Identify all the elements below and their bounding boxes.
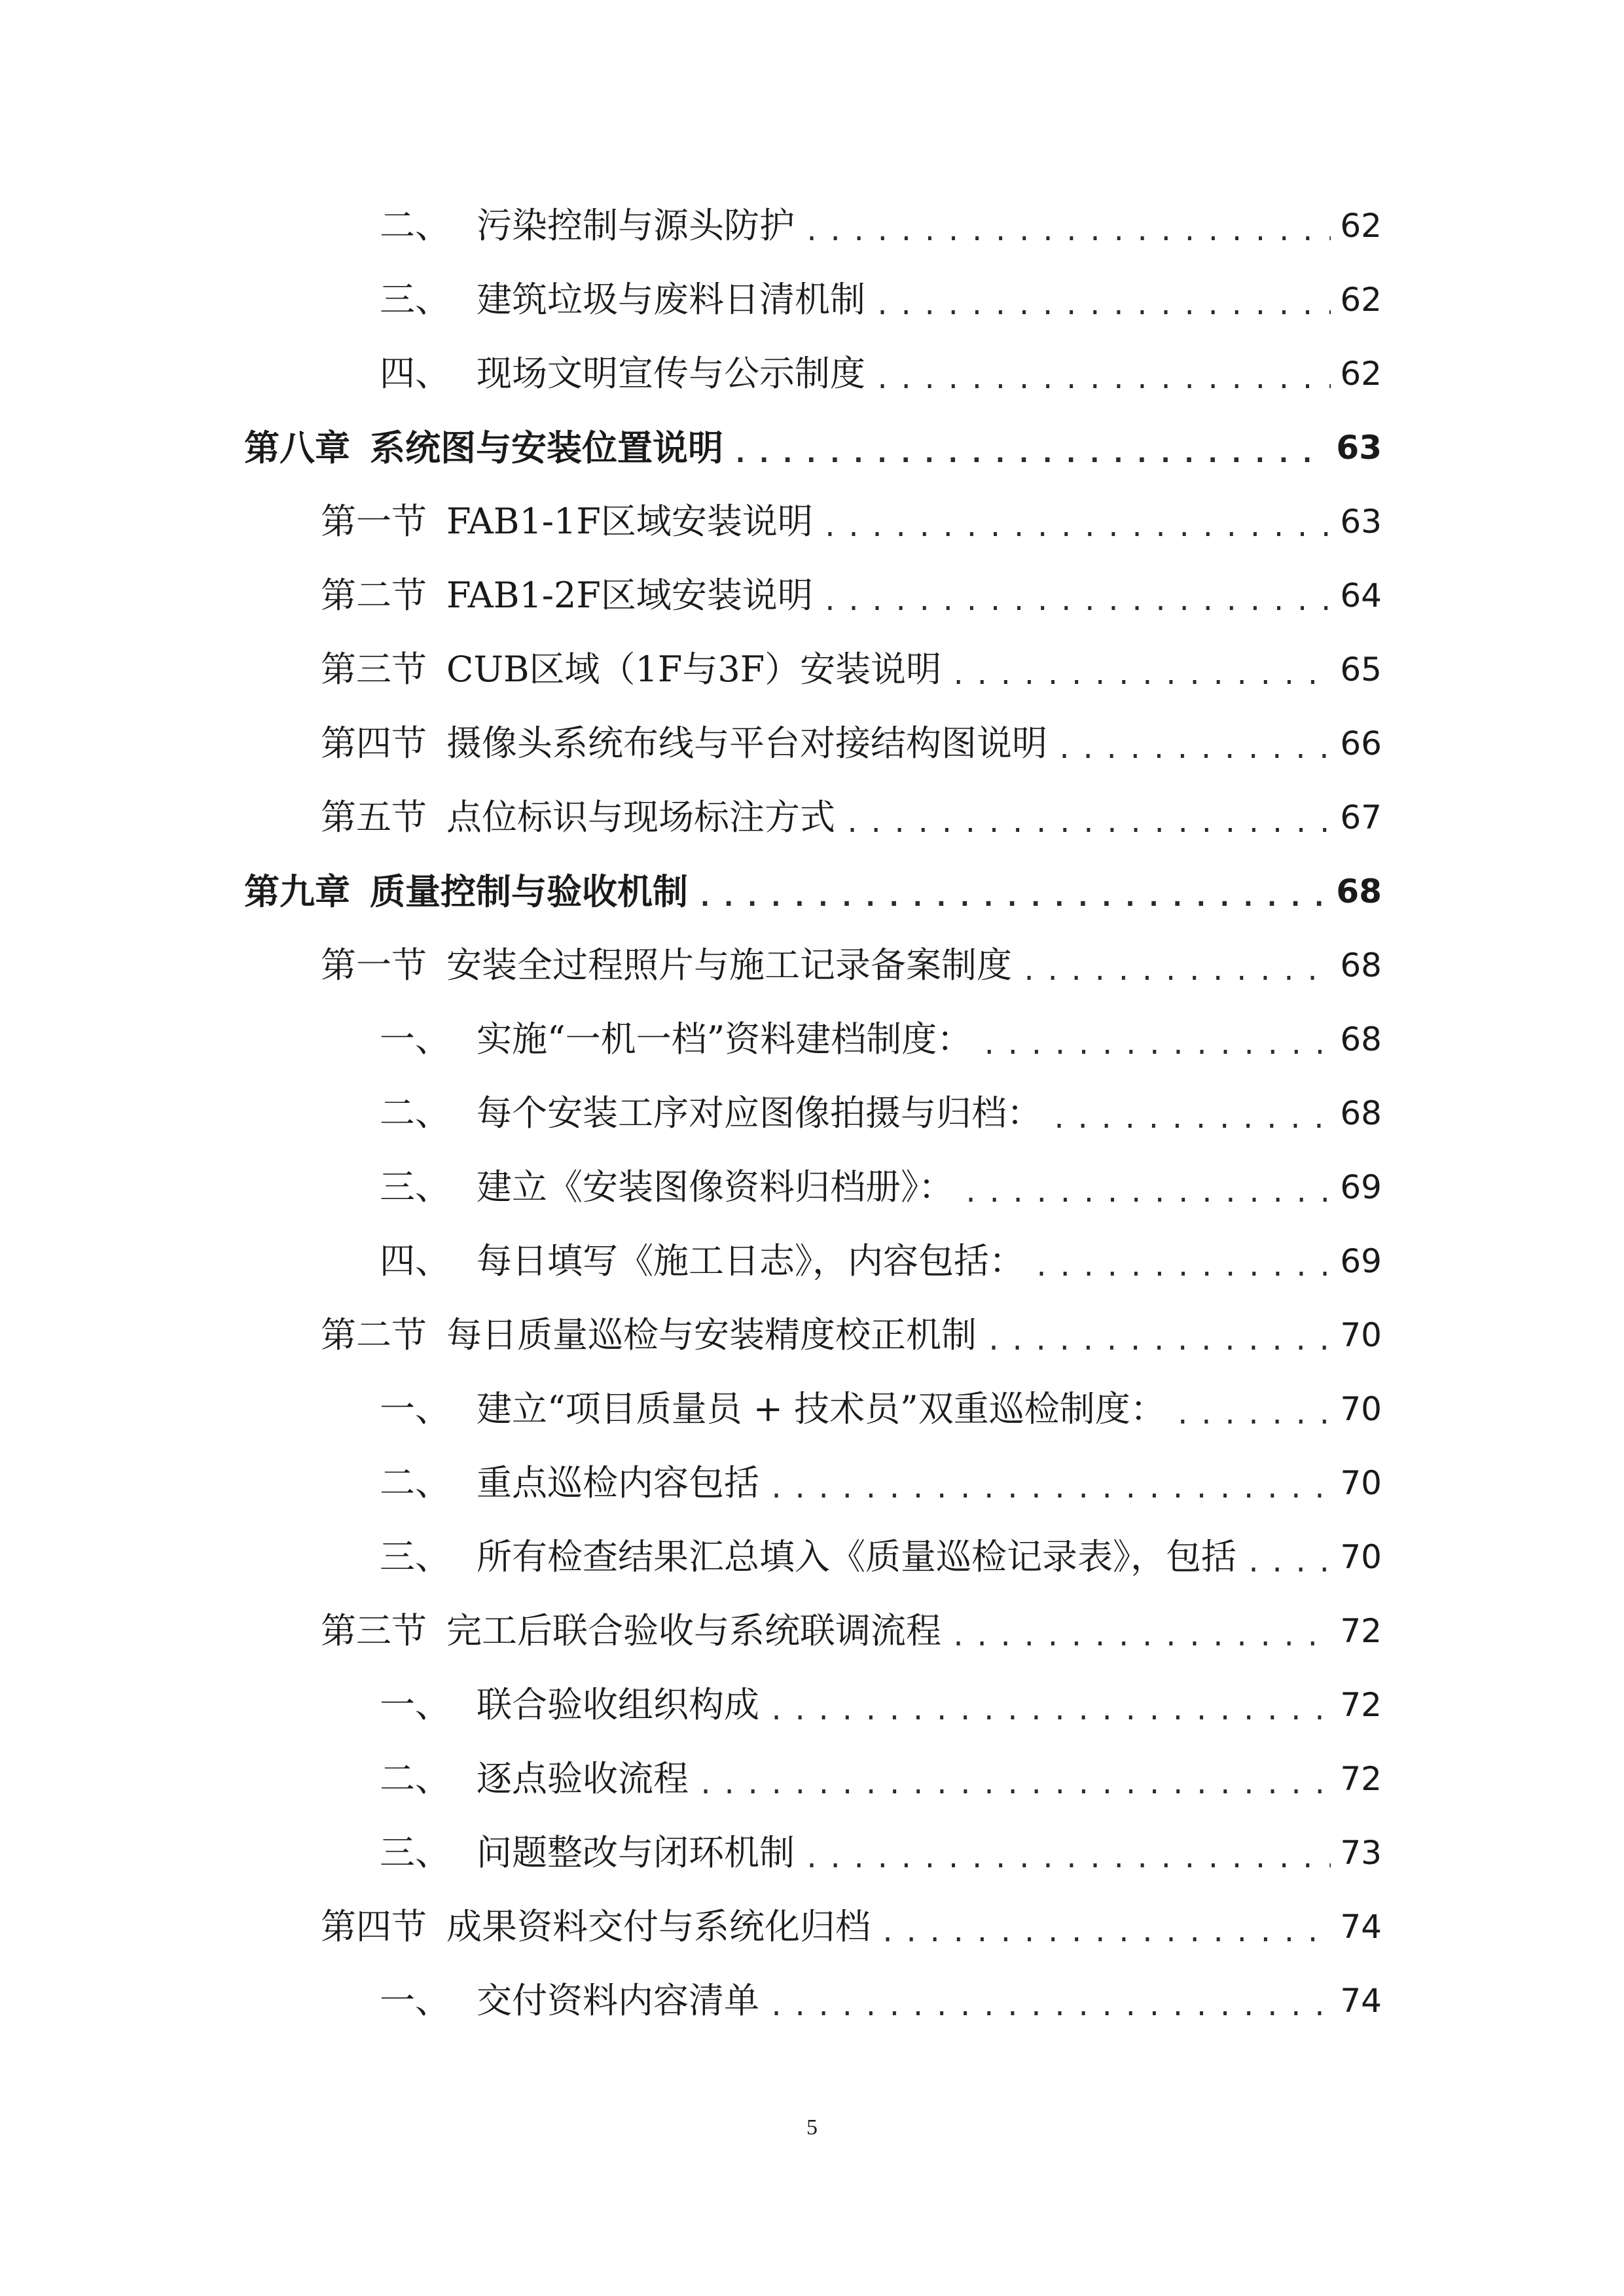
toc-entry[interactable] bbox=[380, 1081, 1382, 1139]
toc-entry-page: 72 bbox=[1340, 1686, 1382, 1724]
toc-entry-title: 每日质量巡检与安装精度校正机制 bbox=[446, 1314, 977, 1355]
toc-entry-page: 67 bbox=[1340, 798, 1382, 836]
toc-entry[interactable] bbox=[380, 1450, 1382, 1509]
toc-entry-number: 第一节 bbox=[321, 501, 427, 542]
toc-section-entry[interactable] bbox=[321, 1302, 1382, 1361]
toc-entry-page: 65 bbox=[1340, 651, 1382, 689]
toc-dot-leader bbox=[822, 507, 1331, 548]
toc-dot-leader bbox=[981, 1025, 1331, 1066]
toc-entry-page: 69 bbox=[1340, 1242, 1382, 1280]
toc-entry-page: 63 bbox=[1336, 429, 1382, 467]
toc-entry-number: 三、 bbox=[380, 279, 450, 320]
toc-entry-number: 第三节 bbox=[321, 649, 427, 690]
toc-dot-leader bbox=[844, 803, 1331, 844]
toc-entry[interactable] bbox=[380, 1376, 1382, 1435]
toc-entry-page: 66 bbox=[1340, 725, 1382, 762]
toc-entry-page: 73 bbox=[1340, 1834, 1382, 1872]
toc-entry-title: 现场文明宣传与公示制度 bbox=[477, 353, 865, 394]
toc-section-entry[interactable] bbox=[321, 1894, 1382, 1953]
toc-entry-page: 74 bbox=[1340, 1982, 1382, 2020]
toc-entry-page: 68 bbox=[1340, 1020, 1382, 1058]
toc-entry[interactable] bbox=[380, 267, 1382, 326]
toc-entry-page: 70 bbox=[1340, 1538, 1382, 1576]
toc-entry-number: 四、 bbox=[380, 1240, 450, 1282]
toc-entry[interactable] bbox=[380, 1746, 1382, 1805]
toc-section-entry[interactable] bbox=[321, 489, 1382, 548]
toc-entry-number: 第四节 bbox=[321, 723, 427, 764]
toc-entry-number: 二、 bbox=[380, 1758, 450, 1799]
toc-dot-leader bbox=[986, 1321, 1331, 1361]
toc-entry-title: FAB1-2F区域安装说明 bbox=[446, 575, 813, 616]
toc-entry-number: 第五节 bbox=[321, 797, 427, 838]
toc-entry[interactable] bbox=[380, 1155, 1382, 1213]
toc-entry-number: 第三节 bbox=[321, 1610, 427, 1651]
toc-dot-leader bbox=[875, 359, 1331, 400]
toc-entry-title: 交付资料内容清单 bbox=[477, 1980, 759, 2021]
toc-entry-title: FAB1-1F区域安装说明 bbox=[446, 501, 813, 542]
toc-entry-title: 建筑垃圾与废料日清机制 bbox=[477, 279, 865, 320]
toc-dot-leader bbox=[875, 285, 1331, 326]
toc-entry-page: 62 bbox=[1340, 355, 1382, 393]
toc-entry-title: 点位标识与现场标注方式 bbox=[446, 797, 835, 838]
toc-entry-number: 二、 bbox=[380, 1462, 450, 1503]
toc-entry-title: 每日填写《施工日志》，内容包括： bbox=[477, 1240, 1024, 1282]
toc-entry-number: 第一节 bbox=[321, 944, 427, 986]
toc-entry-title: 系统图与安装位置说明 bbox=[370, 427, 723, 469]
toc-section-entry[interactable] bbox=[321, 563, 1382, 622]
toc-dot-leader bbox=[1021, 951, 1331, 992]
toc-entry-title: 重点巡检内容包括 bbox=[477, 1462, 759, 1503]
toc-entry[interactable] bbox=[380, 1968, 1382, 2027]
toc-entry-page: 72 bbox=[1340, 1760, 1382, 1798]
toc-entry[interactable] bbox=[380, 1229, 1382, 1287]
toc-entry-title: 实施“一机一档”资料建档制度： bbox=[477, 1018, 973, 1060]
toc-entry-page: 70 bbox=[1340, 1464, 1382, 1502]
toc-entry-page: 72 bbox=[1340, 1612, 1382, 1650]
toc-dot-leader bbox=[1056, 729, 1331, 770]
toc-entry-title: CUB区域（1F与3F）安装说明 bbox=[446, 649, 942, 690]
toc-dot-leader bbox=[804, 211, 1331, 252]
toc-entry-page: 63 bbox=[1340, 503, 1382, 541]
toc-entry[interactable] bbox=[380, 1007, 1382, 1066]
toc-entry-number: 二、 bbox=[380, 205, 450, 246]
toc-entry-page: 68 bbox=[1340, 946, 1382, 984]
toc-entry-title: 质量控制与验收机制 bbox=[370, 870, 688, 912]
toc-dot-leader bbox=[950, 1617, 1331, 1657]
toc-dot-leader bbox=[880, 1912, 1331, 1953]
toc-entry-number: 四、 bbox=[380, 353, 450, 394]
toc-entry-title: 污染控制与源头防护 bbox=[477, 205, 795, 246]
toc-section-entry[interactable] bbox=[321, 711, 1382, 770]
toc-dot-leader bbox=[768, 1469, 1331, 1509]
toc-section-entry[interactable] bbox=[321, 637, 1382, 696]
toc-entry-title: 完工后联合验收与系统联调流程 bbox=[446, 1610, 941, 1651]
toc-entry[interactable] bbox=[380, 1672, 1382, 1731]
toc-entry-page: 68 bbox=[1340, 1094, 1382, 1132]
toc-entry-number: 一、 bbox=[380, 1684, 450, 1725]
toc-entry-number: 三、 bbox=[380, 1832, 450, 1873]
toc-entry-number: 第四节 bbox=[321, 1906, 427, 1947]
toc-entry-title: 逐点验收流程 bbox=[477, 1758, 689, 1799]
toc-entry[interactable] bbox=[380, 1524, 1382, 1583]
toc-entry-number: 三、 bbox=[380, 1536, 450, 1577]
toc-entry-number: 一、 bbox=[380, 1980, 450, 2021]
toc-entry[interactable] bbox=[380, 193, 1382, 252]
toc-section-entry[interactable] bbox=[321, 785, 1382, 844]
toc-dot-leader bbox=[732, 433, 1327, 474]
toc-entry-number: 二、 bbox=[380, 1092, 450, 1134]
toc-entry-page: 64 bbox=[1340, 577, 1382, 615]
toc-entry-title: 联合验收组织构成 bbox=[477, 1684, 759, 1725]
toc-entry-page: 70 bbox=[1340, 1316, 1382, 1354]
toc-entry-page: 69 bbox=[1340, 1168, 1382, 1206]
toc-dot-leader bbox=[768, 1986, 1331, 2027]
toc-entry-number: 一、 bbox=[380, 1018, 450, 1060]
toc-section-entry[interactable] bbox=[321, 1598, 1382, 1657]
toc-entry-number: 第九章 bbox=[244, 870, 350, 912]
toc-dot-leader bbox=[1246, 1543, 1331, 1583]
toc-entry-page: 70 bbox=[1340, 1390, 1382, 1428]
toc-entry-page: 74 bbox=[1340, 1908, 1382, 1946]
toc-entry[interactable] bbox=[380, 341, 1382, 400]
toc-dot-leader bbox=[950, 655, 1331, 696]
toc-entry-number: 一、 bbox=[380, 1388, 450, 1429]
toc-entry-title: 问题整改与闭环机制 bbox=[477, 1832, 795, 1873]
toc-entry-title: 每个安装工序对应图像拍摄与归档： bbox=[477, 1092, 1042, 1134]
page-number-footer: 5 bbox=[806, 2115, 818, 2140]
toc-entry[interactable] bbox=[380, 1820, 1382, 1879]
toc-section-entry[interactable] bbox=[321, 933, 1382, 992]
toc-entry-page: 62 bbox=[1340, 207, 1382, 245]
toc-entry-number: 三、 bbox=[380, 1166, 450, 1208]
toc-entry-page: 68 bbox=[1336, 872, 1382, 910]
toc-entry-page: 62 bbox=[1340, 281, 1382, 319]
toc-dot-leader bbox=[804, 1839, 1331, 1879]
toc-entry-number: 第八章 bbox=[244, 427, 350, 469]
toc-entry-title: 建立“项目质量员 + 技术员”双重巡检制度： bbox=[477, 1388, 1166, 1429]
toc-dot-leader bbox=[1175, 1395, 1331, 1435]
toc-entry-number: 第二节 bbox=[321, 575, 427, 616]
toc-dot-leader bbox=[822, 581, 1331, 622]
toc-dot-leader bbox=[1051, 1099, 1331, 1139]
toc-entry-title: 建立《安装图像资料归档册》： bbox=[477, 1166, 954, 1208]
toc-dot-leader bbox=[963, 1173, 1331, 1213]
toc-dot-leader bbox=[698, 1765, 1331, 1805]
toc-entry-number: 第二节 bbox=[321, 1314, 427, 1355]
toc-dot-leader bbox=[768, 1691, 1331, 1731]
toc-dot-leader bbox=[697, 877, 1327, 918]
toc-entry-title: 成果资料交付与系统化归档 bbox=[446, 1906, 871, 1947]
toc-chapter-entry[interactable] bbox=[244, 415, 1382, 474]
toc-chapter-entry[interactable] bbox=[244, 859, 1382, 918]
toc-entry-title: 所有检查结果汇总填入《质量巡检记录表》，包括 bbox=[477, 1536, 1236, 1577]
toc-dot-leader bbox=[1034, 1247, 1331, 1287]
toc-entry-title: 安装全过程照片与施工记录备案制度 bbox=[446, 944, 1012, 986]
toc-entry-title: 摄像头系统布线与平台对接结构图说明 bbox=[446, 723, 1047, 764]
